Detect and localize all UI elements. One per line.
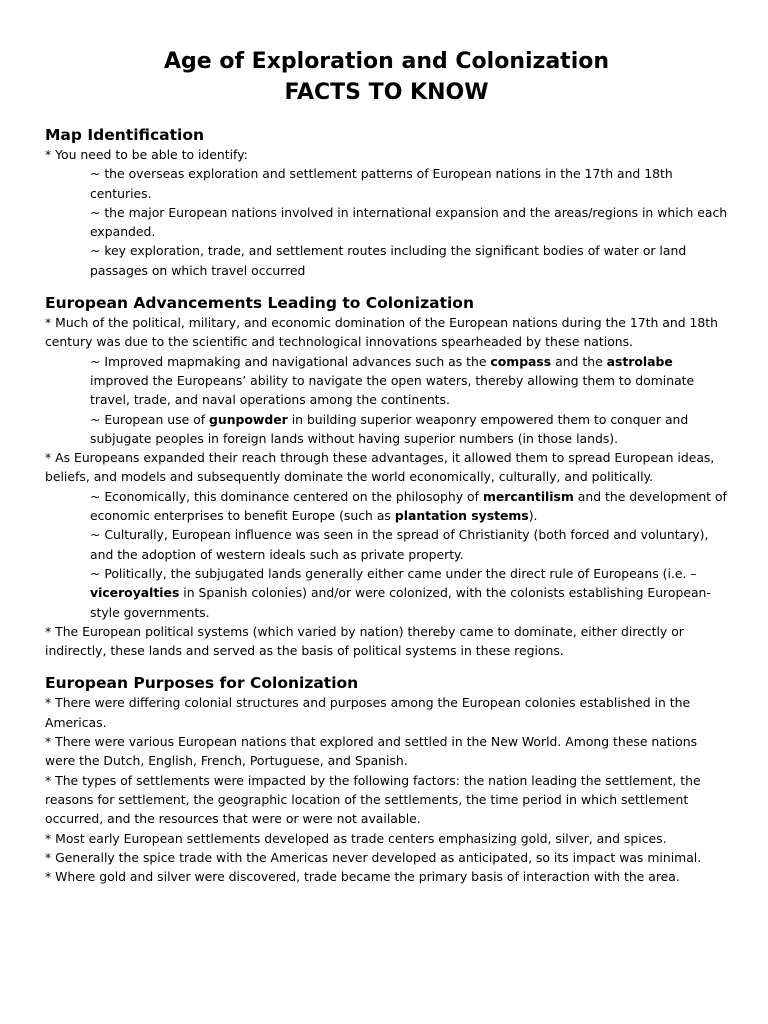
purposes-item: * The types of settlements were impacted by the following factors: the nation leading the settlement, the reasons for settlement, the geographic location of the settlements, the time period in which settlement occurred, and the resources that were or were not available. <box>45 772 701 827</box>
purposes-item: * Most early European settlements developed as trade centers emphasizing gold, silver, and spices. <box>45 830 667 846</box>
advancements-paragraph-1: * Much of the political, military, and economic domination of the European nations during the 17th and 18th century was due to the scientific and technological innovations spearheaded by these nations. <box>45 315 719 350</box>
term-viceroyalties: viceroyalties <box>90 585 180 601</box>
text-run: ~ Improved mapmaking and navigational advances such as the <box>90 353 491 369</box>
term-mercantilism: mercantilism <box>482 488 574 504</box>
text-run: improved the Europeans’ ability to navigate the open waters, thereby allowing them to dominate travel, trade, and naval operations among the continents. <box>90 372 695 408</box>
section-purposes <box>45 673 728 886</box>
section-heading-map: Map Identification <box>45 126 205 144</box>
section-heading-purposes: European Purposes for Colonization <box>45 674 359 693</box>
purposes-item: * There were differing colonial structures and purposes among the European colonies established in the Americas. <box>45 695 691 730</box>
text-run: in building superior weaponry empowered them to conquer and subjugate peoples in foreign lands without having superior numbers (in those lands). <box>90 411 689 446</box>
text-run: in Spanish colonies) and/or were colonized, with the colonists establishing European-style governments. <box>90 585 711 620</box>
term-compass: compass <box>490 353 552 369</box>
map-item: ~ key exploration, trade, and settlement routes including the significant bodies of water or land passages on which travel occurred <box>90 243 687 278</box>
map-item: ~ the major European nations involved in international expansion and the areas/regions in which each expanded. <box>90 204 728 240</box>
map-item: ~ the overseas exploration and settlement patterns of European nations in the 17th and 18th centuries. <box>90 166 673 201</box>
title-line-1: Age of Exploration and Colonization <box>163 49 610 74</box>
text-run: and the development of economic enterprises to benefit Europe (such as <box>90 488 727 524</box>
advancements-sub-5 <box>45 564 728 622</box>
purposes-item: * Generally the spice trade with the Americas never developed as anticipated, so its impact was minimal. <box>45 849 702 865</box>
section-heading-advancements: European Advancements Leading to Colonization <box>45 294 474 313</box>
advancements-sub-2 <box>45 410 728 449</box>
purposes-item: * There were various European nations that explored and settled in the New World. Among these nations were the Dutch, English, French, Portuguese, and Spanish. <box>45 734 698 769</box>
title-line-2: FACTS TO KNOW <box>284 80 489 105</box>
section-advancements <box>45 293 728 660</box>
term-plantation-systems: plantation systems <box>394 508 529 524</box>
term-gunpowder: gunpowder <box>209 411 288 427</box>
map-intro: * You need to be able to identify: <box>45 147 248 162</box>
advancements-sub-4: ~ Culturally, European influence was seen in the spread of Christianity (both forced and voluntary), and the adoption of western ideals such as private property. <box>90 527 709 562</box>
advancements-paragraph-2: * As Europeans expanded their reach through these advantages, it allowed them to spread European ideas, beliefs, and models and subsequently dominate the world economically, culturally, and politically. <box>45 450 715 485</box>
text-run: ~ European use of <box>90 411 210 427</box>
text-run: ~ Economically, this dominance centered on the philosophy of <box>90 488 483 504</box>
text-run: ~ Politically, the subjugated lands generally either came under the direct rule of Europeans (i.e. – <box>90 565 697 581</box>
advancements-paragraph-3: * The European political systems (which varied by nation) thereby came to dominate, either directly or indirectly, these lands and served as the basis of political systems in these regions. <box>45 623 684 659</box>
text-run: ). <box>528 508 538 524</box>
advancements-sub-3 <box>45 487 728 526</box>
advancements-sub-1 <box>45 352 728 410</box>
term-astrolabe: astrolabe <box>606 353 673 369</box>
page-title <box>45 46 728 108</box>
text-run: and the <box>551 353 607 369</box>
purposes-item: * Where gold and silver were discovered, trade became the primary basis of interaction with the area. <box>45 869 680 885</box>
section-map-identification <box>45 125 728 280</box>
